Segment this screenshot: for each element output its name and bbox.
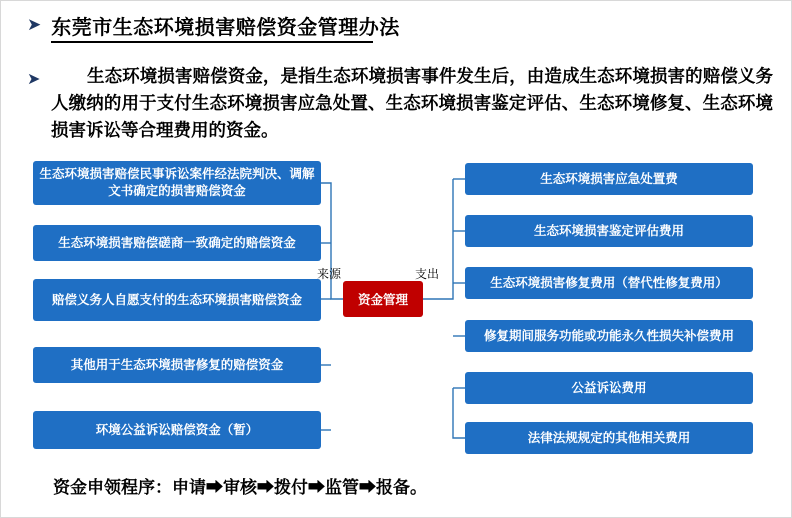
definition-paragraph: 生态环境损害赔偿资金，是指生态环境损害事件发生后，由造成生态环境损害的赔偿义务人缴纳的用于支付生态环境损害应急处置、生态环境损害鉴定评估、生态环境修复、生态环境损害诉讼等合理费用的资金。 xyxy=(51,66,773,141)
slide-title-row xyxy=(27,11,400,40)
source-box-5[interactable] xyxy=(33,411,321,449)
expense-box-6[interactable] xyxy=(465,422,753,454)
expense-box-1[interactable] xyxy=(465,163,753,195)
source-box-3[interactable] xyxy=(33,279,321,321)
expense-box-3-label: 生态环境损害修复费用（替代性修复费用） xyxy=(490,275,728,290)
expense-box-4-label: 修复期间服务功能或功能永久性损失补偿费用 xyxy=(483,328,734,343)
source-box-3-label: 赔偿义务人自愿支付的生态环境损害赔偿资金 xyxy=(51,292,302,307)
source-box-4[interactable] xyxy=(33,347,321,383)
expense-box-5-label: 公益诉讼费用 xyxy=(571,380,647,395)
expense-box-5[interactable] xyxy=(465,372,753,404)
page-title: 东莞市生态环境损害赔偿资金管理办法 xyxy=(51,17,400,39)
expense-box-1-label: 生态环境损害应急处置费 xyxy=(540,171,678,186)
source-box-4-label: 其他用于生态环境损害修复的赔偿资金 xyxy=(70,357,284,372)
source-box-1-label: 生态环境损害赔偿民事诉讼案件经法院判决、调解文书确定的损害赔偿资金 xyxy=(39,167,315,198)
center-node-funds-management[interactable] xyxy=(343,281,423,317)
arrow-bullet-icon-paragraph: ➤ xyxy=(27,69,41,88)
application-procedure-text: 资金申领程序：申请➡审核➡拨付➡监管➡报备。 xyxy=(53,478,427,497)
expense-box-4[interactable] xyxy=(465,320,753,352)
source-box-2[interactable] xyxy=(33,225,321,261)
title-underline-divider xyxy=(51,41,373,43)
expense-connector-label: 支出 xyxy=(415,267,440,281)
funds-flow-diagram xyxy=(1,153,792,463)
expense-box-2[interactable] xyxy=(465,215,753,247)
arrow-bullet-icon: ➤ xyxy=(27,15,42,35)
source-box-5-label: 环境公益诉讼赔偿资金（暂） xyxy=(95,422,259,437)
expense-box-6-label: 法律法规规定的其他相关费用 xyxy=(527,430,691,445)
source-box-1[interactable] xyxy=(33,161,321,205)
source-connector-label: 来源 xyxy=(317,267,342,281)
source-box-2-label: 生态环境损害赔偿磋商一致确定的赔偿资金 xyxy=(58,235,296,250)
center-node-label: 资金管理 xyxy=(357,293,408,307)
expense-box-3[interactable] xyxy=(465,267,753,299)
expense-box-2-label: 生态环境损害鉴定评估费用 xyxy=(533,223,684,238)
